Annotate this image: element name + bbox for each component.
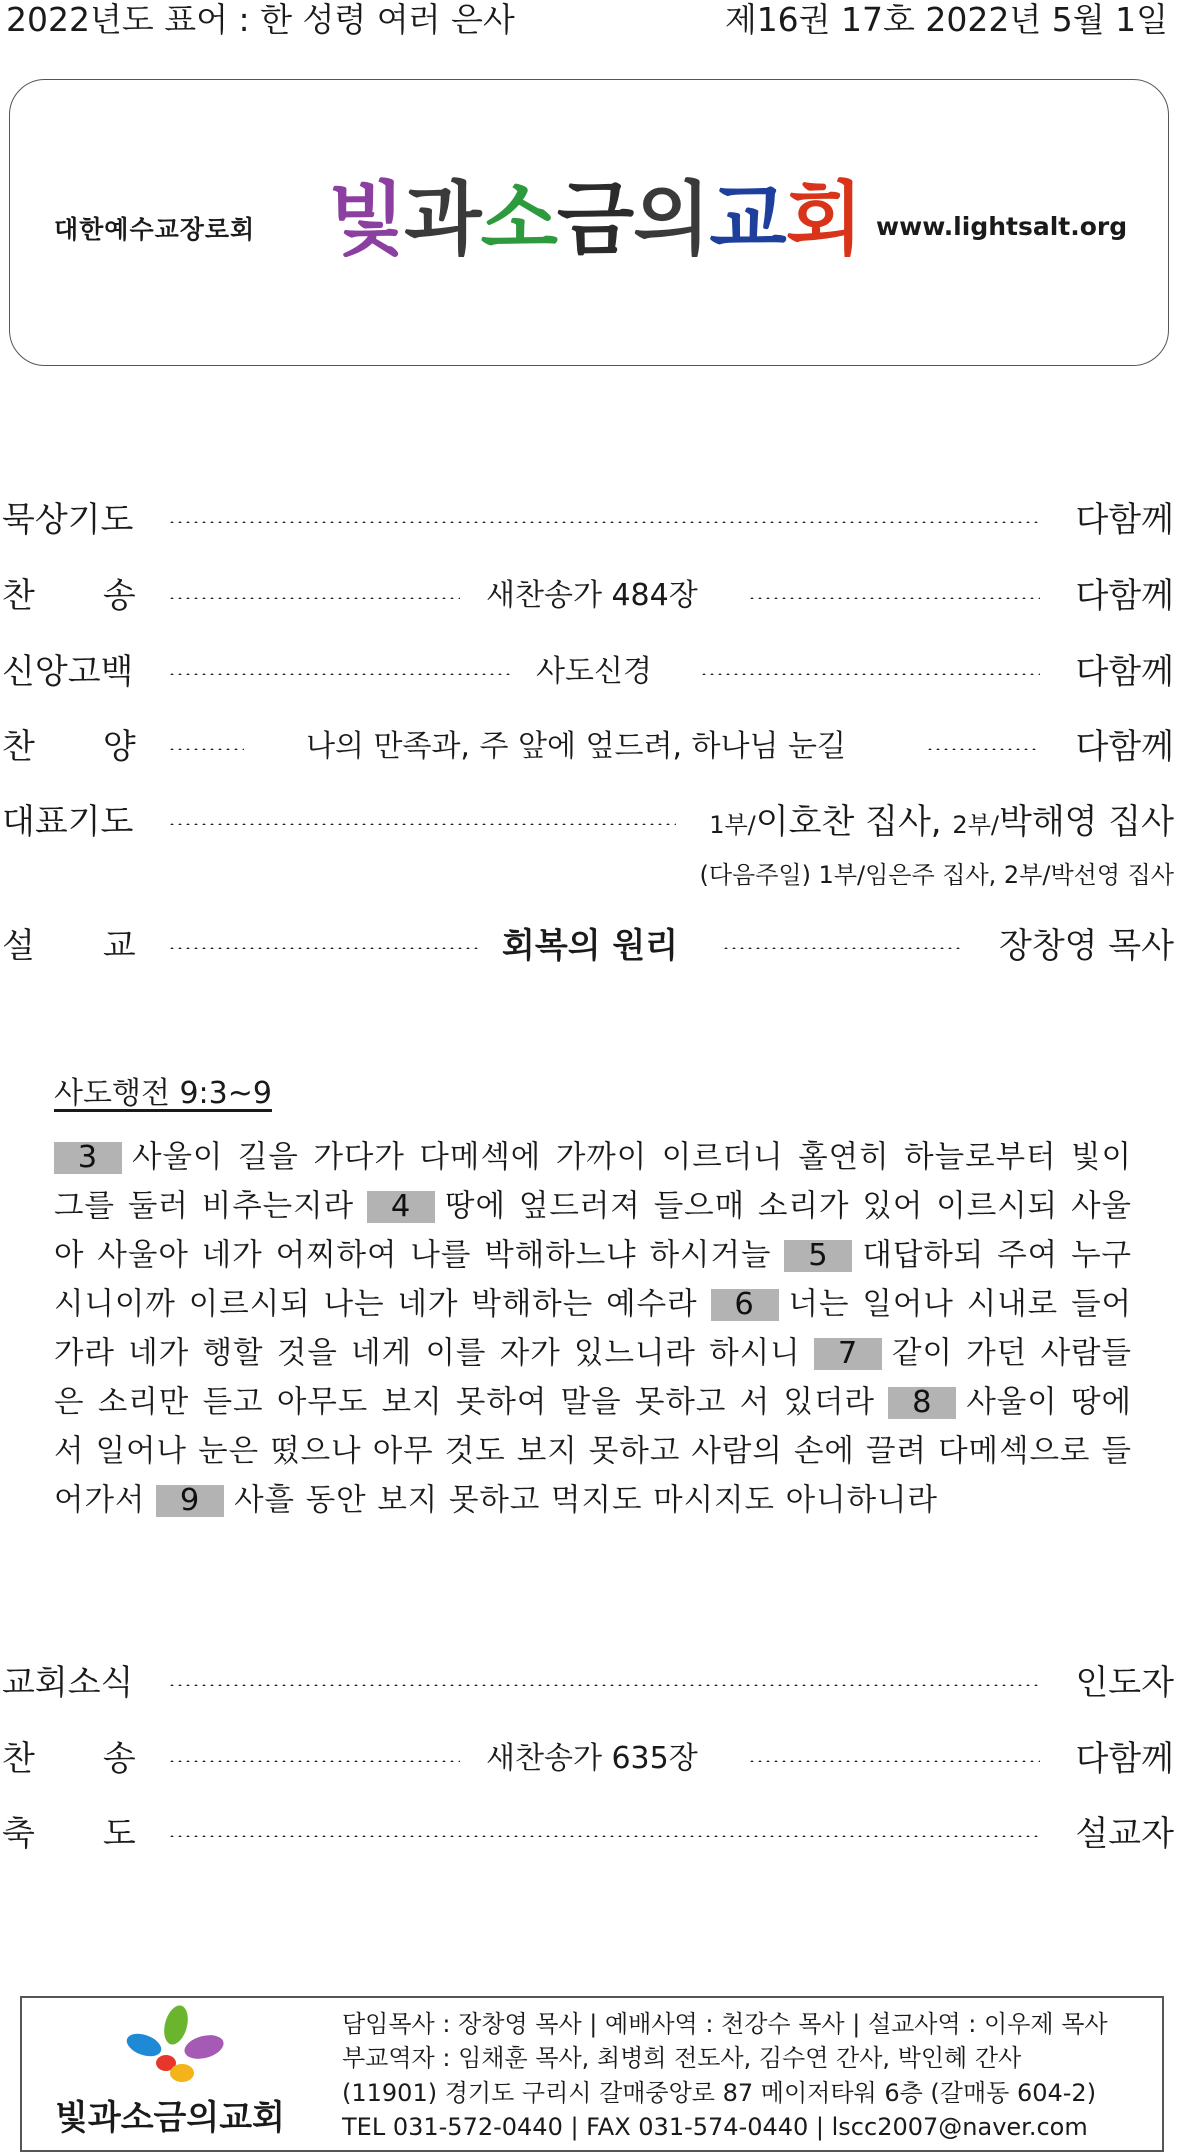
leader-dots bbox=[168, 1684, 1040, 1686]
service-1-leader: 이호찬 집사, bbox=[755, 802, 953, 842]
order-middle: 나의 만족과, 주 앞에 엎드려, 하나님 눈길 bbox=[306, 729, 846, 764]
footer-church-name: 빛과소금의교회 bbox=[55, 2098, 285, 2138]
leader-dots bbox=[168, 521, 1040, 523]
leader-dots bbox=[168, 748, 244, 750]
order-row-prayer bbox=[0, 799, 1182, 845]
logo-char: 빛 bbox=[328, 173, 405, 266]
order-middle: 새찬송가 484장 bbox=[486, 578, 698, 613]
footer-contact: TEL 031-572-0440 | FAX 031-574-0440 | lscc2007@naver.com bbox=[342, 2113, 1088, 2141]
logo-char: 회 bbox=[785, 173, 862, 266]
order-label: 찬 양 bbox=[2, 727, 136, 767]
order-label: 설 교 bbox=[2, 926, 136, 966]
logo-char: 소 bbox=[480, 173, 557, 266]
verse-number: 4 bbox=[367, 1191, 435, 1223]
leader-dots bbox=[722, 947, 962, 949]
verse-text: 사울이 길을 가다가 다메섹에 가까이 이르더니 홀연히 하늘로부터 빛이 그를 둘러 비추는지라 bbox=[54, 1140, 1132, 1224]
footer-address: (11901) 경기도 구리시 갈매중앙로 87 메이저타워 6층 (갈매동 604-2) bbox=[342, 2079, 1097, 2107]
order-row-praise bbox=[0, 724, 1182, 770]
leader-dots bbox=[168, 1835, 1040, 1837]
verse-text: 대답하되 주여 누구시니이까 이르시되 나는 네가 박해하는 예수라 bbox=[54, 1238, 1132, 1322]
verse-text: 땅에 엎드러져 들으매 소리가 있어 이르시되 사울아 사울아 네가 어찌하여 나를 박해하느냐 하시거늘 bbox=[54, 1189, 1132, 1273]
order-row-hymn bbox=[0, 573, 1182, 619]
order-label: 찬 송 bbox=[2, 1739, 136, 1779]
leader-dots bbox=[926, 748, 1040, 750]
scripture-text bbox=[54, 1133, 1132, 1525]
website-link[interactable]: www.lightsalt.org bbox=[876, 212, 1128, 241]
church-flower-logo-icon bbox=[104, 2003, 234, 2098]
logo-char: 과 bbox=[404, 173, 481, 266]
leader-dots bbox=[168, 1760, 460, 1762]
order-leader: 다함께 bbox=[1075, 1739, 1174, 1779]
denomination: 대한예수교장로회 bbox=[54, 215, 256, 244]
verse-text: 사울이 땅에서 일어나 눈은 떴으나 아무 것도 보지 못하고 사람의 손에 끌려 다메섹으로 들어가서 bbox=[54, 1385, 1132, 1518]
verse-number: 8 bbox=[888, 1387, 956, 1419]
order-middle: 사도신경 bbox=[536, 654, 652, 689]
prayer-leaders bbox=[709, 799, 1174, 848]
order-row-silent-prayer bbox=[0, 497, 1182, 543]
order-middle: 새찬송가 635장 bbox=[486, 1741, 698, 1776]
verse-text: 너는 일어나 시내로 들어가라 네가 행할 것을 네게 이를 자가 있느니라 하시니 bbox=[54, 1287, 1132, 1371]
footer-assistants: 부교역자 : 임채훈 목사, 최병희 전도사, 김수연 간사, 박인혜 간사 bbox=[342, 2044, 1022, 2072]
verse-number: 5 bbox=[784, 1240, 852, 1272]
verse-number: 3 bbox=[54, 1142, 122, 1174]
order-row-creed bbox=[0, 649, 1182, 695]
leader-dots bbox=[748, 597, 1040, 599]
footer-staff: 담임목사 : 장창영 목사 | 예배사역 : 천강수 목사 | 설교사역 : 이우제 목사 bbox=[342, 2010, 1108, 2038]
year-theme: 2022년도 표어 : 한 성령 여러 은사 bbox=[6, 0, 515, 39]
order-leader: 설교자 bbox=[1075, 1814, 1174, 1854]
order-label: 찬 송 bbox=[2, 576, 136, 616]
logo-char: 교 bbox=[709, 173, 786, 266]
verse-number: 9 bbox=[156, 1485, 224, 1517]
order-leader: 장창영 목사 bbox=[998, 926, 1174, 966]
order-leader: 다함께 bbox=[1075, 500, 1174, 540]
logo-char: 금 bbox=[556, 173, 634, 266]
order-row-benediction bbox=[0, 1811, 1182, 1857]
order-label: 교회소식 bbox=[2, 1663, 134, 1703]
verse-number: 7 bbox=[814, 1338, 882, 1370]
order-leader: 다함께 bbox=[1075, 727, 1174, 767]
service-2-tag: 2부/ bbox=[952, 811, 999, 839]
bulletin-header bbox=[0, 0, 1182, 44]
next-week-prayer: (다음주일) 1부/임은주 집사, 2부/박선영 집사 bbox=[699, 861, 1174, 889]
church-banner bbox=[9, 79, 1169, 366]
order-leader: 다함께 bbox=[1075, 576, 1174, 616]
issue-date: 제16권 17호 2022년 5월 1일 bbox=[724, 0, 1168, 39]
leader-dots bbox=[748, 1760, 1040, 1762]
verse-text: 사흘 동안 보지 못하고 먹지도 마시지도 아니하니라 bbox=[234, 1483, 938, 1518]
verse-text: 같이 가던 사람들은 소리만 듣고 아무도 보지 못하여 말을 못하고 서 있더라 bbox=[54, 1336, 1132, 1420]
order-leader: 인도자 bbox=[1075, 1663, 1174, 1703]
leader-dots bbox=[168, 823, 676, 825]
leader-dots bbox=[168, 947, 478, 949]
sermon-title: 회복의 원리 bbox=[502, 926, 679, 966]
order-label: 대표기도 bbox=[2, 802, 134, 842]
service-2-leader: 박해영 집사 bbox=[998, 802, 1174, 842]
order-row-sermon bbox=[0, 923, 1182, 969]
order-row-closing-hymn bbox=[0, 1736, 1182, 1782]
service-1-tag: 1부/ bbox=[709, 811, 756, 839]
leader-dots bbox=[168, 597, 460, 599]
scripture-reference: 사도행전 9:3~9 bbox=[54, 1076, 272, 1111]
leader-dots bbox=[700, 673, 1040, 675]
logo-char: 의 bbox=[633, 173, 710, 266]
leader-dots bbox=[168, 673, 510, 675]
church-logo-text bbox=[328, 175, 862, 265]
order-row-announcements bbox=[0, 1660, 1182, 1706]
order-leader: 다함께 bbox=[1075, 652, 1174, 692]
order-label: 신앙고백 bbox=[2, 652, 134, 692]
order-label: 축 도 bbox=[2, 1814, 136, 1854]
order-label: 묵상기도 bbox=[2, 500, 134, 540]
verse-number: 6 bbox=[711, 1289, 779, 1321]
